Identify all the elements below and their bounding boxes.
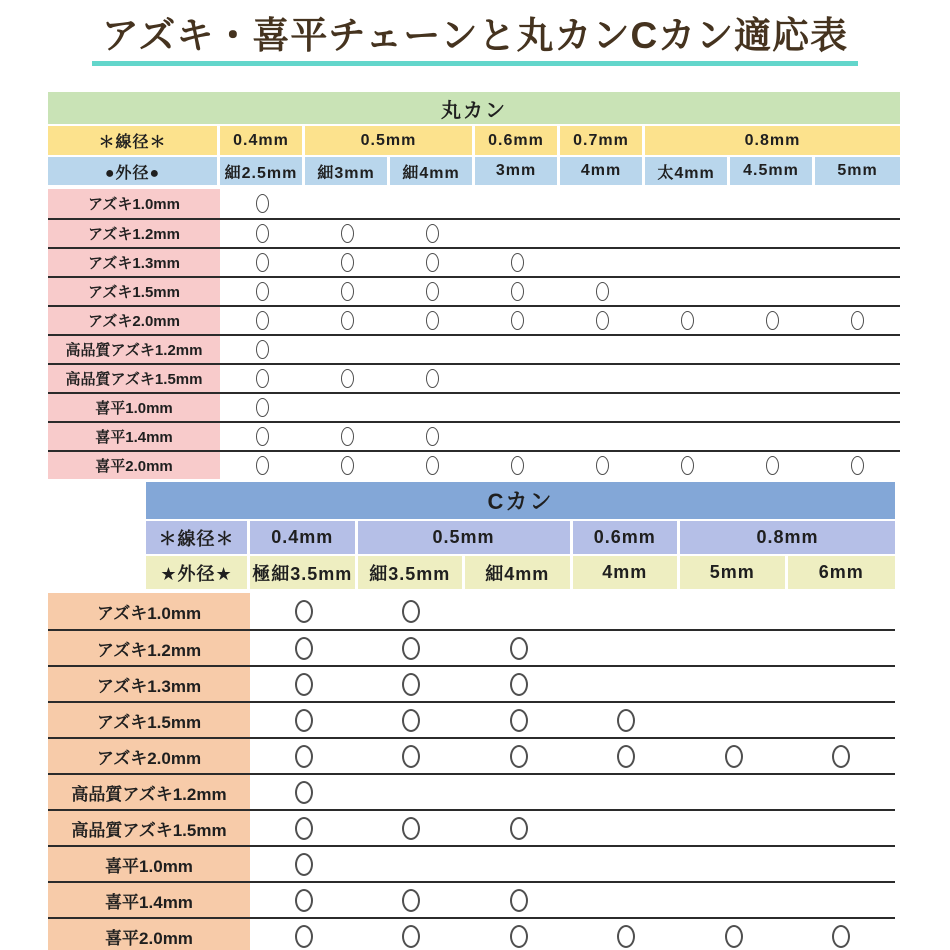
compatible-mark [295, 889, 313, 912]
compatible-mark [341, 253, 354, 272]
compatible-mark [256, 427, 269, 446]
compatible-mark [511, 282, 524, 301]
outer-size-header: 5mm [815, 157, 900, 185]
match-cell [358, 593, 466, 629]
match-cell [475, 452, 560, 479]
table-row [48, 189, 900, 218]
marukan-table-body [48, 189, 900, 479]
compatible-mark [402, 673, 420, 696]
ckan-table [48, 482, 895, 950]
outer-size-header: 太4mm [645, 157, 730, 185]
match-cell [250, 919, 358, 950]
match-cell [220, 220, 305, 247]
match-cell [390, 189, 475, 218]
ckan-table-body [48, 593, 895, 950]
match-cell [573, 919, 681, 950]
match-cell [730, 278, 815, 305]
table-row [48, 334, 900, 363]
match-cell [815, 307, 900, 334]
match-cell [465, 775, 573, 809]
compatible-mark [256, 369, 269, 388]
match-cell [358, 847, 466, 881]
match-cell [465, 703, 573, 737]
compatible-mark [832, 925, 850, 948]
match-cell [358, 631, 466, 665]
compatible-mark [256, 224, 269, 243]
chain-type-label: アズキ2.0mm [48, 307, 220, 334]
compatible-mark [402, 637, 420, 660]
match-cell [358, 919, 466, 950]
match-cell [475, 423, 560, 450]
match-cell [815, 249, 900, 276]
match-cell [730, 336, 815, 363]
compatible-mark [851, 456, 864, 475]
compatible-mark [596, 311, 609, 330]
compatible-mark [832, 745, 850, 768]
compatible-mark [295, 781, 313, 804]
compatible-mark [596, 282, 609, 301]
match-cell [475, 394, 560, 421]
table-row [48, 737, 895, 773]
match-cell [645, 307, 730, 334]
match-cell [250, 703, 358, 737]
match-cell [475, 336, 560, 363]
match-cell [560, 423, 645, 450]
match-cell [815, 452, 900, 479]
match-cell [788, 667, 896, 701]
match-cell [815, 394, 900, 421]
compatible-mark [256, 194, 269, 213]
wire-size-header: 0.7mm [560, 126, 645, 155]
match-cell [645, 423, 730, 450]
match-cell [305, 189, 390, 218]
match-cell [730, 189, 815, 218]
table-row [48, 701, 895, 737]
compatible-mark [596, 456, 609, 475]
match-cell [680, 919, 788, 950]
wire-size-header: 0.4mm [250, 521, 358, 554]
wire-diameter-label: ＊線径＊ [146, 521, 250, 554]
match-cell [465, 739, 573, 773]
compatible-mark [510, 673, 528, 696]
match-cell [730, 220, 815, 247]
match-cell [305, 336, 390, 363]
compatible-mark [681, 311, 694, 330]
match-cell [680, 883, 788, 917]
match-cell [645, 336, 730, 363]
match-cell [560, 394, 645, 421]
match-cell [220, 394, 305, 421]
match-cell [815, 365, 900, 392]
match-cell [358, 703, 466, 737]
wire-size-header: 0.8mm [680, 521, 895, 554]
match-cell [220, 452, 305, 479]
match-cell [680, 811, 788, 845]
outer-size-header: 細4mm [465, 556, 573, 589]
compatible-mark [510, 637, 528, 660]
match-cell [390, 365, 475, 392]
ckan-table-title: Cカン [146, 482, 895, 519]
match-cell [465, 919, 573, 950]
table-row [48, 593, 895, 629]
wire-size-header: 0.5mm [305, 126, 475, 155]
match-cell [573, 775, 681, 809]
compatible-mark [402, 925, 420, 948]
match-cell [220, 365, 305, 392]
chain-type-label: アズキ1.3mm [48, 249, 220, 276]
table-row [48, 421, 900, 450]
compatible-mark [510, 817, 528, 840]
match-cell [788, 811, 896, 845]
table-row [48, 450, 900, 479]
outer-diameter-label: ★外径★ [146, 556, 250, 589]
match-cell [305, 220, 390, 247]
chain-type-label: 喜平1.4mm [48, 883, 250, 917]
match-cell [573, 593, 681, 629]
match-cell [815, 336, 900, 363]
marukan-table [48, 92, 900, 479]
compatible-mark [511, 253, 524, 272]
match-cell [680, 593, 788, 629]
match-cell [573, 667, 681, 701]
match-cell [475, 365, 560, 392]
wire-diameter-label: ＊線径＊ [48, 126, 220, 155]
match-cell [465, 883, 573, 917]
outer-size-header: 6mm [788, 556, 896, 589]
match-cell [815, 189, 900, 218]
match-cell [730, 452, 815, 479]
match-cell [250, 775, 358, 809]
compatible-mark [295, 673, 313, 696]
wire-size-header: 0.8mm [645, 126, 900, 155]
match-cell [730, 249, 815, 276]
wire-size-header: 0.6mm [475, 126, 560, 155]
match-cell [358, 883, 466, 917]
compatible-mark [426, 456, 439, 475]
compatible-mark [402, 600, 420, 623]
match-cell [730, 423, 815, 450]
table-row [48, 218, 900, 247]
chain-type-label: 喜平1.0mm [48, 847, 250, 881]
match-cell [305, 278, 390, 305]
compatible-mark [295, 745, 313, 768]
marukan-outer-diameter-row [48, 157, 900, 185]
compatible-mark [510, 925, 528, 948]
outer-size-header: 4.5mm [730, 157, 815, 185]
compatible-mark [295, 817, 313, 840]
wire-size-header: 0.5mm [358, 521, 573, 554]
match-cell [560, 189, 645, 218]
chain-type-label: 高品質アズキ1.2mm [48, 775, 250, 809]
compatible-mark [256, 456, 269, 475]
table-row [48, 917, 895, 950]
match-cell [680, 739, 788, 773]
match-cell [815, 220, 900, 247]
marukan-table-title: 丸カン [48, 92, 900, 124]
chain-type-label: 喜平1.0mm [48, 394, 220, 421]
compatible-mark [341, 224, 354, 243]
match-cell [250, 811, 358, 845]
chain-type-label: 喜平2.0mm [48, 919, 250, 950]
match-cell [250, 847, 358, 881]
match-cell [358, 811, 466, 845]
page-title: アズキ・喜平チェーンと丸カンCカン適応表 [92, 14, 858, 66]
match-cell [250, 739, 358, 773]
match-cell [465, 631, 573, 665]
outer-diameter-label: ●外径● [48, 157, 220, 185]
match-cell [305, 365, 390, 392]
compatible-mark [256, 340, 269, 359]
match-cell [305, 307, 390, 334]
compatible-mark [725, 925, 743, 948]
title-area [0, 0, 950, 66]
match-cell [573, 811, 681, 845]
match-cell [645, 365, 730, 392]
outer-size-header: 細3.5mm [358, 556, 466, 589]
compatible-mark [617, 709, 635, 732]
match-cell [645, 249, 730, 276]
match-cell [358, 739, 466, 773]
compatible-mark [256, 253, 269, 272]
chain-type-label: アズキ2.0mm [48, 739, 250, 773]
match-cell [305, 452, 390, 479]
compatible-mark [426, 224, 439, 243]
match-cell [465, 847, 573, 881]
chain-type-label: アズキ1.2mm [48, 220, 220, 247]
match-cell [475, 189, 560, 218]
compatible-mark [426, 282, 439, 301]
compatible-mark [426, 311, 439, 330]
match-cell [220, 336, 305, 363]
chain-type-label: 喜平1.4mm [48, 423, 220, 450]
match-cell [788, 703, 896, 737]
match-cell [250, 593, 358, 629]
match-cell [645, 189, 730, 218]
match-cell [560, 307, 645, 334]
table-row [48, 305, 900, 334]
match-cell [788, 775, 896, 809]
match-cell [573, 631, 681, 665]
table-row [48, 276, 900, 305]
match-cell [815, 278, 900, 305]
compatible-mark [341, 282, 354, 301]
compatible-mark [402, 709, 420, 732]
outer-size-header: 極細3.5mm [250, 556, 358, 589]
chain-type-label: アズキ1.5mm [48, 703, 250, 737]
compatible-mark [402, 889, 420, 912]
match-cell [730, 307, 815, 334]
chain-type-label: アズキ1.0mm [48, 189, 220, 218]
match-cell [560, 365, 645, 392]
match-cell [680, 667, 788, 701]
match-cell [680, 847, 788, 881]
compatible-mark [256, 398, 269, 417]
match-cell [730, 394, 815, 421]
match-cell [390, 278, 475, 305]
match-cell [573, 703, 681, 737]
table-row [48, 845, 895, 881]
match-cell [645, 220, 730, 247]
match-cell [390, 249, 475, 276]
compatible-mark [341, 369, 354, 388]
compatible-mark [681, 456, 694, 475]
compatible-mark [851, 311, 864, 330]
compatible-mark [295, 925, 313, 948]
compatible-mark [341, 427, 354, 446]
match-cell [390, 307, 475, 334]
outer-size-header: 細2.5mm [220, 157, 305, 185]
compatible-mark [510, 745, 528, 768]
match-cell [220, 249, 305, 276]
match-cell [390, 336, 475, 363]
compatible-mark [295, 600, 313, 623]
match-cell [680, 703, 788, 737]
chain-type-label: 高品質アズキ1.5mm [48, 811, 250, 845]
compatible-mark [426, 253, 439, 272]
match-cell [560, 249, 645, 276]
match-cell [815, 423, 900, 450]
chain-type-label: アズキ1.0mm [48, 593, 250, 629]
chain-type-label: アズキ1.2mm [48, 631, 250, 665]
ckan-table-header-row [146, 482, 895, 519]
table-row [48, 629, 895, 665]
compatible-mark [256, 282, 269, 301]
match-cell [390, 220, 475, 247]
compatible-mark [256, 311, 269, 330]
wire-size-header: 0.4mm [220, 126, 305, 155]
chain-type-label: 高品質アズキ1.2mm [48, 336, 220, 363]
compatible-mark [426, 427, 439, 446]
compatible-mark [766, 456, 779, 475]
match-cell [390, 394, 475, 421]
match-cell [220, 189, 305, 218]
compatible-mark [511, 456, 524, 475]
chain-type-label: 高品質アズキ1.5mm [48, 365, 220, 392]
wire-size-header: 0.6mm [573, 521, 681, 554]
match-cell [220, 423, 305, 450]
match-cell [680, 775, 788, 809]
chain-type-label: 喜平2.0mm [48, 452, 220, 479]
compatible-mark [511, 311, 524, 330]
match-cell [475, 220, 560, 247]
match-cell [788, 919, 896, 950]
compatible-mark [295, 853, 313, 876]
match-cell [465, 667, 573, 701]
outer-size-header: 4mm [573, 556, 681, 589]
table-row [48, 247, 900, 276]
match-cell [560, 220, 645, 247]
match-cell [645, 394, 730, 421]
match-cell [220, 278, 305, 305]
outer-size-header: 4mm [560, 157, 645, 185]
match-cell [475, 249, 560, 276]
compatible-mark [766, 311, 779, 330]
compatible-mark [426, 369, 439, 388]
match-cell [560, 336, 645, 363]
match-cell [788, 847, 896, 881]
match-cell [560, 452, 645, 479]
match-cell [465, 811, 573, 845]
match-cell [645, 452, 730, 479]
table-row [48, 665, 895, 701]
ckan-wire-diameter-row [146, 521, 895, 554]
match-cell [220, 307, 305, 334]
match-cell [788, 883, 896, 917]
match-cell [250, 883, 358, 917]
table-row [48, 392, 900, 421]
compatible-mark [341, 311, 354, 330]
match-cell [358, 667, 466, 701]
match-cell [573, 847, 681, 881]
outer-size-header: 3mm [475, 157, 560, 185]
match-cell [305, 394, 390, 421]
marukan-table-header-row [48, 92, 900, 124]
match-cell [305, 249, 390, 276]
compatible-mark [725, 745, 743, 768]
match-cell [645, 278, 730, 305]
match-cell [788, 739, 896, 773]
compatible-mark [402, 745, 420, 768]
ckan-outer-diameter-row [146, 556, 895, 589]
table-row [48, 809, 895, 845]
compatible-mark [617, 925, 635, 948]
compatible-mark [510, 889, 528, 912]
match-cell [250, 631, 358, 665]
table-row [48, 881, 895, 917]
match-cell [475, 278, 560, 305]
match-cell [730, 365, 815, 392]
match-cell [680, 631, 788, 665]
outer-size-header: 細4mm [390, 157, 475, 185]
compatible-mark [295, 637, 313, 660]
compatible-mark [402, 817, 420, 840]
compatible-mark [341, 456, 354, 475]
outer-size-header: 5mm [680, 556, 788, 589]
match-cell [465, 593, 573, 629]
match-cell [560, 278, 645, 305]
compatible-mark [295, 709, 313, 732]
match-cell [305, 423, 390, 450]
chain-type-label: アズキ1.3mm [48, 667, 250, 701]
match-cell [358, 775, 466, 809]
match-cell [788, 631, 896, 665]
table-row [48, 773, 895, 809]
match-cell [573, 739, 681, 773]
outer-size-header: 細3mm [305, 157, 390, 185]
match-cell [573, 883, 681, 917]
table-row [48, 363, 900, 392]
match-cell [250, 667, 358, 701]
compatible-mark [510, 709, 528, 732]
match-cell [788, 593, 896, 629]
match-cell [390, 452, 475, 479]
match-cell [475, 307, 560, 334]
compatible-mark [617, 745, 635, 768]
match-cell [390, 423, 475, 450]
marukan-wire-diameter-row [48, 126, 900, 155]
chain-type-label: アズキ1.5mm [48, 278, 220, 305]
